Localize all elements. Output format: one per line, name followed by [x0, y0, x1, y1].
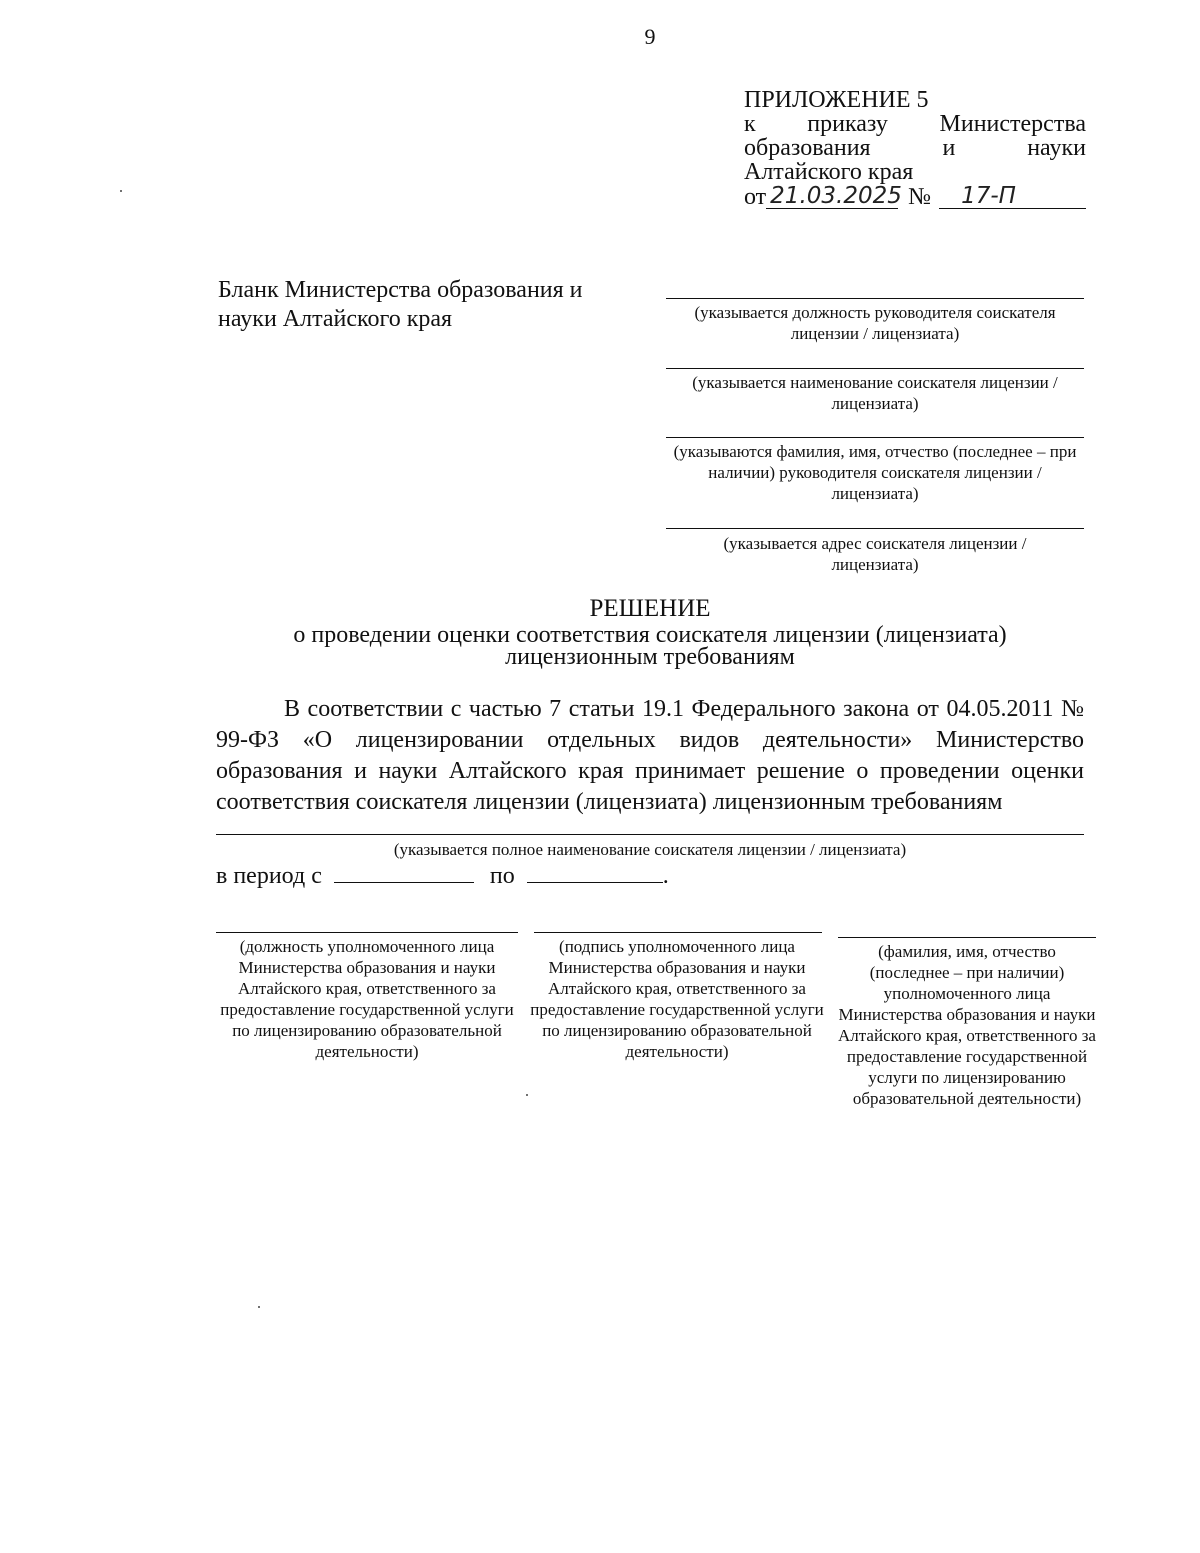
appendix-block — [744, 88, 1086, 209]
recipient-caption-2: (указывается наименование соискателя лицензии / лицензиата) — [692, 373, 1058, 413]
period-prefix: в период с — [216, 863, 322, 889]
period-start-field[interactable] — [334, 860, 474, 883]
page-number: 9 — [644, 24, 656, 49]
body-paragraph: В соответствии с частью 7 статьи 19.1 Федерального закона от 04.05.2011 № 99-ФЗ «О лицензировании отдельных видов деятельности» Министерство образования и науки Алтайского края принимает решение о проведении оценки соответствия соискателя лицензии (лицензиата) лицензионным требованиям — [216, 696, 1084, 815]
decision-title: РЕШЕНИЕ — [589, 595, 711, 622]
recipient-caption-1: (указывается должность руководителя соискателя лицензии / лицензиата) — [694, 303, 1056, 343]
signature-line-position — [216, 932, 518, 933]
period-suffix: . — [662, 863, 669, 889]
scan-speck — [258, 1306, 260, 1308]
period-middle: по — [489, 863, 515, 889]
handwritten-date: 21.03.2025 — [766, 184, 898, 209]
recipient-line-4 — [666, 528, 1084, 529]
blank-header: Бланк Министерства образования и науки Алтайского края — [218, 277, 583, 332]
decision-subtitle-1: о проведении оценки соответствия соискателя лицензии (лицензиата) — [293, 622, 1007, 648]
appendix-word: Министерства — [939, 111, 1086, 137]
appendix-line-3: Алтайского края — [744, 159, 914, 185]
period-end-field[interactable] — [527, 860, 663, 883]
recipient-line-1 — [666, 298, 1084, 299]
handwritten-number: 17-П — [939, 184, 1086, 209]
appendix-word: приказу — [807, 111, 888, 137]
appendix-word: науки — [1027, 135, 1086, 161]
recipient-line-2 — [666, 368, 1084, 369]
appendix-line-1 — [744, 112, 1086, 136]
signature-line-signature — [534, 932, 822, 933]
full-name-caption: (указывается полное наименование соискателя лицензии / лицензиата) — [393, 840, 907, 859]
period-row — [216, 860, 669, 890]
scan-speck — [526, 1094, 528, 1096]
recipient-caption-4: (указывается адрес соискателя лицензии / лицензиата) — [723, 534, 1027, 574]
recipient-line-3 — [666, 437, 1084, 438]
date-prefix: от — [744, 184, 767, 210]
signature-caption-position: (должность уполномоченного лица Министерства образования и науки Алтайского края, ответственного за предоставление государственной услуги по лицензированию образовательной деятельности) — [220, 937, 514, 1061]
signature-line-full-name — [838, 937, 1096, 938]
signature-caption-signature: (подпись уполномоченного лица Министерства образования и науки Алтайского края, ответственного за предоставление государственной услуги по лицензированию образовательной деятельности) — [530, 937, 824, 1061]
appendix-date-row — [744, 184, 1086, 209]
full-name-line — [216, 834, 1084, 835]
decision-subtitle-2: лицензионным требованиям — [505, 644, 795, 670]
appendix-word: образования — [744, 135, 871, 161]
appendix-word: и — [942, 135, 956, 161]
number-prefix: № — [908, 184, 932, 210]
appendix-line-2 — [744, 136, 1086, 160]
recipient-caption-3: (указываются фамилия, имя, отчество (последнее – при наличии) руководителя соискателя лицензии / лицензиата) — [673, 442, 1077, 503]
scan-speck — [120, 190, 122, 192]
appendix-word: к — [744, 111, 756, 137]
signature-caption-full-name: (фамилия, имя, отчество (последнее – при наличии) уполномоченного лица Министерства образования и науки Алтайского края, ответственного за предоставление государственной услуги по лицензированию образовательной деятельности) — [838, 942, 1096, 1108]
appendix-title: ПРИЛОЖЕНИЕ 5 — [744, 87, 929, 113]
